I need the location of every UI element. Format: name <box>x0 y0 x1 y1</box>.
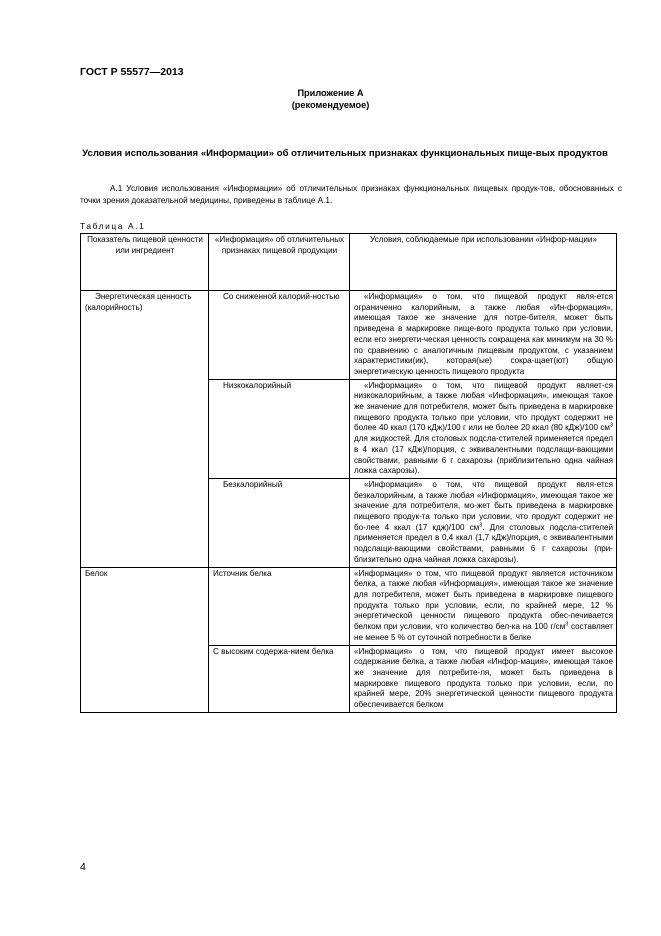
annex-title: Приложение А <box>297 88 364 98</box>
condition-text: . Для столовых подсла-стителей применяется предел в 0,4 ккал (1,7 кДж)/порция, с эквивалентными подслащи-вающими свойствами, равными 6 г сахарозы (при-близительно одна чайная ложка сахарозы). <box>354 522 613 564</box>
conditions-table <box>80 233 617 713</box>
indicator-cell: Энергетическая ценность (калорийность) <box>81 291 209 568</box>
header-claim: «Информация» об отличительных признаках пищевой продукции <box>209 234 350 291</box>
header-indicator: Показатель пищевой ценности или ингредиент <box>81 234 209 291</box>
claim-cell: Со сниженной калорий-ностью <box>209 291 350 380</box>
section-title: Условия использования «Информации» об отличительных признаках функциональных пище-вых продуктов <box>82 148 608 159</box>
superscript: 3 <box>609 422 613 429</box>
condition-cell: «Информация» о том, что пищевой продукт имеет высокое содержание белка, а также любая «Инфор-мация», имеющая такое же значение для потребите-ля, может быть приведена в маркировке пищевого продукта только при условии, если, по крайней мере, 20% энергетической ценности пищевого продукта обеспечивается белком <box>350 645 617 712</box>
claim-cell: Источник белка <box>209 567 350 645</box>
table-row <box>81 567 617 645</box>
document-header: ГОСТ Р 55577—2013 <box>80 66 184 78</box>
indicator-cell: Белок <box>81 567 209 712</box>
condition-text: «Информация» о том, что пищевой продукт явля-ется безкалорийным, а также любая «Информация», имеющая такое же значение для потребителя, мо-жет быть приведена в маркировке пищевого продук-та только при условии, что продукт содержит не бо-лее 4 ккал (17 кдж)/100 см <box>354 479 613 532</box>
condition-cell: «Информация» о том, что пищевой продукт явля-ется ограниченно калорийным, а также любая «Ин-формация», имеющая такое же значение для потре-бителя, может быть приведена в маркировке пище-вого продукта только при условии, если его энергети-ческая ценность сокращена как минимум на 30 % по сравнению с аналогичным пищевым продуктом, с указанием характеристики(ик), которая(ые) сокра-щает(ют) общую энергетическую ценность пищевого продукта <box>350 291 617 380</box>
condition-text: составляет не менее 5 % от суточной потребности в белке <box>354 622 613 642</box>
table-header-row <box>81 234 617 291</box>
table-caption: Таблица А.1 <box>80 221 146 231</box>
claim-cell: Безкалорийный <box>209 478 350 567</box>
superscript: 3 <box>565 621 569 628</box>
intro-paragraph: А.1 Условия использования «Информации» об отличительных признаках функциональных пищевых продук-тов, обоснованных с точки зрения доказательной медицины, приведены в таблице А.1. <box>80 184 622 205</box>
condition-text: «Информация» о том, что пищевой продукт является источником белка, а также любая «Информация», имеющая такое же значение для потребителя, может быть приведена в маркировке пищевого продукта только при условии, если, по крайней мере, 12 % энергетической ценности пищевого продукта обес-печивается белком при условии, что количество бел-ка на 100 г/см <box>354 568 613 632</box>
superscript: 3 <box>479 522 483 529</box>
header-conditions: Условия, соблюдаемые при использовании «Инфор-мации» <box>350 234 617 291</box>
claim-cell: С высоким содержа-нием белка <box>209 645 350 712</box>
condition-text: для жидкостей. Для столовых подсла-стителей применяется предел в 4 ккал (17 кДж)/порция, с эквивалентными подслащи-вающими свойствами, равными 6 г сахарозы (приблизительно одна чайная ложка сахарозы). <box>354 434 613 476</box>
condition-text: «Информация» о том, что пищевой продукт являет-ся низкокалорийным, а также любая «Информация», имеющая такое же значение для потребителя, может быть приведена в маркировке пищевого продукта только при условии, что продукт содержит не более 40 ккал (170 кДж)/100 г или не более 20 ккал (80 кДж)/100 см <box>354 380 613 433</box>
claim-cell: Низкокалорийный <box>209 379 350 478</box>
annex-status: (рекомендуемое) <box>291 100 370 110</box>
table-row <box>81 291 617 380</box>
condition-cell <box>350 379 617 478</box>
condition-cell <box>350 567 617 645</box>
page-number: 4 <box>80 861 86 873</box>
condition-cell <box>350 478 617 567</box>
